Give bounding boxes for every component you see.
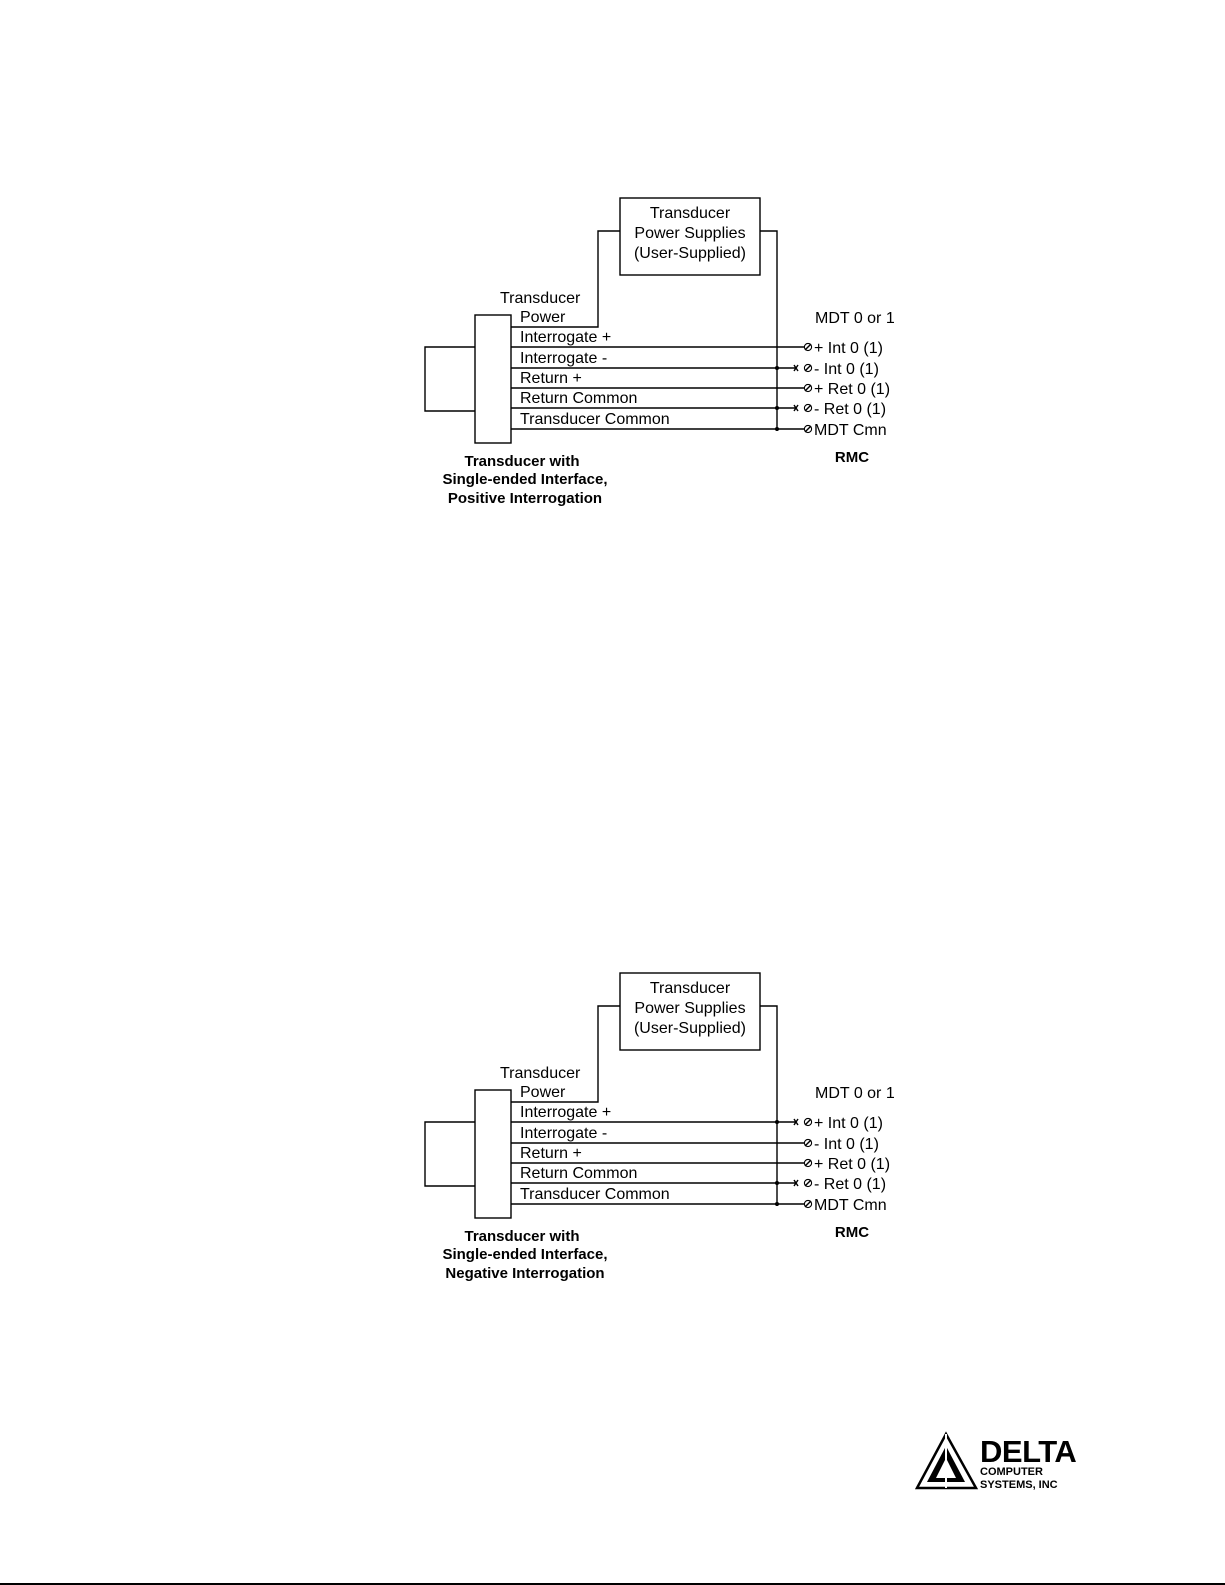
transducer-body xyxy=(475,315,511,443)
power-label-line-1: Transducer xyxy=(500,290,581,307)
terminal-group xyxy=(804,343,811,432)
caption-line-3: Positive Interrogation xyxy=(447,490,603,507)
wire-label-2: Interrogate - xyxy=(520,1125,608,1142)
terminal-label-3: + Ret 0 (1) xyxy=(814,1156,891,1173)
transducer-body xyxy=(475,1090,511,1218)
terminal-label-4: - Ret 0 (1) xyxy=(814,1176,887,1193)
logo-line-2: COMPUTER xyxy=(980,1466,1043,1478)
power-label-line-2: Power xyxy=(520,1084,566,1101)
caption-line-1: Transducer with xyxy=(464,453,580,470)
wiring-diagram-negative xyxy=(425,973,895,1282)
wire-label-4: Return Common xyxy=(520,1165,638,1182)
junction-dot xyxy=(775,1202,779,1206)
delta-logo xyxy=(917,1434,1076,1491)
terminal-label-1: + Int 0 (1) xyxy=(814,1115,883,1132)
wire-label-3: Return + xyxy=(520,370,582,387)
delta-triangle-icon xyxy=(917,1434,976,1488)
terminal-label-5: MDT Cmn xyxy=(814,422,887,439)
rmc-label: RMC xyxy=(834,449,870,466)
wire-label-5: Transducer Common xyxy=(520,1186,670,1203)
power-box-line-3: (User-Supplied) xyxy=(633,245,747,262)
caption-line-1: Transducer with xyxy=(464,1228,580,1245)
power-wire-right xyxy=(760,1006,777,1206)
transducer-rod xyxy=(425,347,475,411)
caption-line-2: Single-ended Interface, xyxy=(442,471,608,488)
rmc-label: RMC xyxy=(834,1224,870,1241)
jumper-int-minus xyxy=(777,365,798,371)
wire-label-4: Return Common xyxy=(520,390,638,407)
terminal-label-2: - Int 0 (1) xyxy=(814,1136,879,1153)
terminal-label-4: - Ret 0 (1) xyxy=(814,401,887,418)
jumper-ret-minus xyxy=(777,405,798,411)
wire-label-1: Interrogate + xyxy=(520,329,612,346)
jumper-int-plus xyxy=(777,1119,798,1125)
junction-dot xyxy=(775,427,779,431)
wire-label-5: Transducer Common xyxy=(520,411,670,428)
power-box-line-2: Power Supplies xyxy=(634,225,746,242)
power-wire-right xyxy=(760,231,777,431)
caption-line-3: Negative Interrogation xyxy=(445,1265,605,1282)
power-box-line-2: Power Supplies xyxy=(634,1000,746,1017)
mdt-header: MDT 0 or 1 xyxy=(815,1085,895,1102)
terminal-group xyxy=(804,1118,811,1207)
terminal-label-1: + Int 0 (1) xyxy=(814,340,883,357)
terminal-label-2: - Int 0 (1) xyxy=(814,361,879,378)
transducer-rod xyxy=(425,1122,475,1186)
power-box-line-3: (User-Supplied) xyxy=(633,1020,747,1037)
mdt-header: MDT 0 or 1 xyxy=(815,310,895,327)
power-label-line-2: Power xyxy=(520,309,566,326)
caption-line-2: Single-ended Interface, xyxy=(442,1246,608,1263)
terminal-label-3: + Ret 0 (1) xyxy=(814,381,891,398)
terminal-label-5: MDT Cmn xyxy=(814,1197,887,1214)
wire-label-2: Interrogate - xyxy=(520,350,608,367)
power-box-line-1: Transducer xyxy=(649,980,731,997)
logo-name: DELTA xyxy=(980,1434,1077,1469)
jumper-ret-minus xyxy=(777,1180,798,1186)
wire-label-1: Interrogate + xyxy=(520,1104,612,1121)
wire-label-3: Return + xyxy=(520,1145,582,1162)
wiring-diagram-positive xyxy=(425,198,895,507)
power-label-line-1: Transducer xyxy=(500,1065,581,1082)
power-box-line-1: Transducer xyxy=(649,205,731,222)
logo-line-3: SYSTEMS, INC xyxy=(980,1479,1058,1491)
